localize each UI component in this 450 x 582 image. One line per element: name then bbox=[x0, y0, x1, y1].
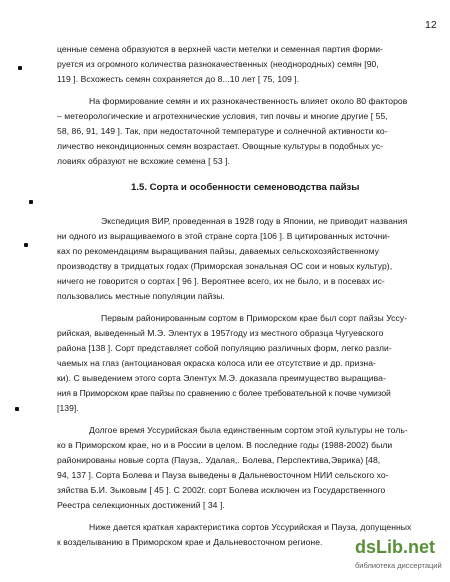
text-line: ни одного из выращиваемого в этой стране сорта [106 ]. В цитированных источни- bbox=[57, 231, 391, 241]
text-line: рийская, выведенный М.Э. Элентух в 1957году из местного образца Чугуевского bbox=[57, 328, 384, 338]
text-line: Реестра селекционных достижений [ 34 ]. bbox=[57, 500, 225, 510]
text-line: 58, 86, 91, 149 ]. Так, при недостаточной температуре и солнечной активности ко- bbox=[57, 126, 388, 136]
text-line: ния в Приморском крае пайзы по сравнению с более требовательной к почве чумизой bbox=[57, 388, 391, 398]
text-line: ко в Приморском крае, но и в России в целом. В последние годы (1988-2002) были bbox=[57, 440, 393, 450]
text-line: ки). С выведением этого сорта Элентух М.Э. доказала преимущество выращива- bbox=[57, 373, 386, 383]
text-line: Ниже дается краткая характеристика сортов Уссурийская и Пауза, допущенных bbox=[89, 522, 412, 532]
text-line: производству в тридцатых годах (Приморская зональная ОС сои и новых культур), bbox=[57, 261, 393, 271]
text-line: Долгое время Уссурийская была единственным сортом этой культуры не толь- bbox=[89, 425, 408, 435]
text-line: На формирование семян и их разнокачественность влияет около 80 факторов bbox=[89, 96, 408, 106]
text-line: районированы новые сорта (Пауза,. Удалая,. Болева, Перспектива,Эврика) [48, bbox=[57, 455, 381, 465]
text-line: 94, 137 ]. Сорта Болева и Пауза выведены в Дальневосточном НИИ сельского хо- bbox=[57, 470, 389, 480]
scan-mark bbox=[29, 200, 33, 204]
text-line: – метеорологические и агротехнические условия, тип почвы и многие другие [ 55, bbox=[57, 111, 388, 121]
text-line: района [138 ]. Сорт представляет собой популяцию различных форм, легко разли- bbox=[57, 343, 392, 353]
scan-mark bbox=[18, 66, 22, 70]
site-watermark bbox=[355, 537, 447, 579]
text-line: к возделыванию в Приморском крае и Дальневосточном регионе. bbox=[57, 537, 323, 547]
text-line: личество некондиционных семян возрастает. Овощные культуры в подобных ус- bbox=[57, 141, 384, 151]
text-line: пользовались местные популяции пайзы. bbox=[57, 291, 225, 301]
text-line: зяйства Б.И. Зыковым [ 45 ]. С 2002г. сорт Болева исключен из Государственного bbox=[57, 485, 386, 495]
text-line: ценные семена образуются в верхней части метелки и семенная партия форми- bbox=[57, 44, 384, 54]
page-number: 12 bbox=[425, 19, 437, 31]
text-line: ловиях образуют не всхожие семена [ 53 ]. bbox=[57, 156, 230, 166]
text-line: ничего не говорится о сортах [ 96 ]. Вероятнее всего, их не было, и в посевах ис- bbox=[57, 276, 385, 286]
text-line: [139]. bbox=[57, 403, 79, 413]
scan-mark bbox=[15, 407, 19, 411]
watermark-logo: dsLib.net bbox=[355, 537, 435, 557]
section-heading: 1.5. Сорта и особенности семеноводства пайзы bbox=[131, 182, 360, 193]
text-line: 119 ]. Всхожесть семян сохраняется до 8...10 лет [ 75, 109 ]. bbox=[57, 74, 300, 84]
text-line: руется из огромного количества разнокачественных (неоднородных) семян [90, bbox=[57, 59, 379, 69]
text-line: ках по рекомендациям выращивания пайзы, даваемых сельскохозяйственному bbox=[57, 246, 380, 256]
watermark-subtitle: библиотека диссертаций bbox=[355, 561, 442, 570]
text-line: чаемых на глаз (антоциановая окраска колоса или ее отсутствие и др. призна- bbox=[57, 358, 376, 368]
text-line: Первым районированным сортом в Приморском крае был сорт пайзы Уссу- bbox=[101, 313, 408, 323]
scan-mark bbox=[24, 243, 28, 247]
text-line: Экспедиция ВИР, проведенная в 1928 году в Японии, не приводит названия bbox=[101, 216, 408, 226]
